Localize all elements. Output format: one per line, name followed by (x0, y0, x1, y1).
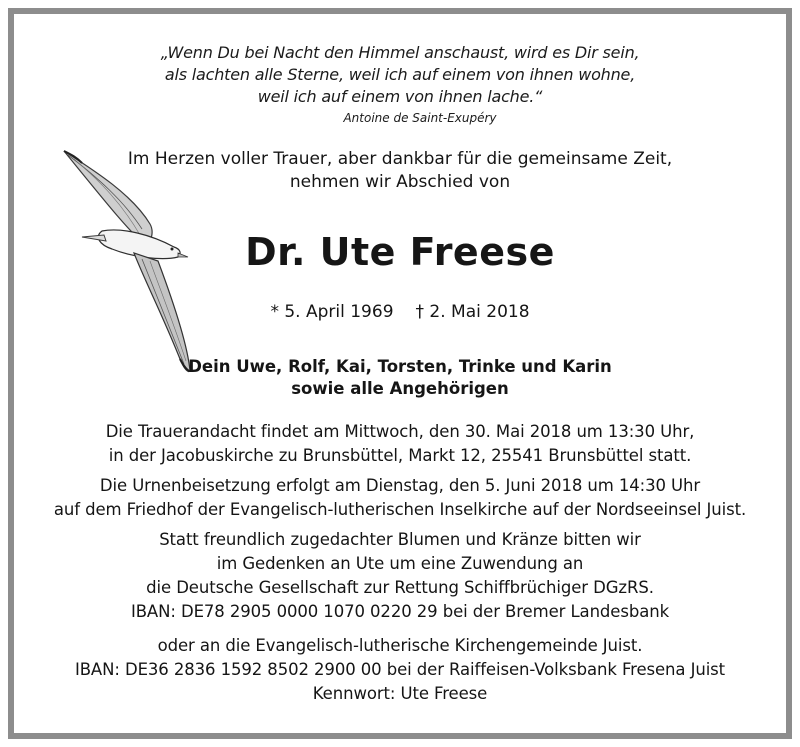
quote-line-2: als lachten alle Sterne, weil ich auf einem von ihnen wohne, (164, 65, 636, 84)
mourners-line-2: sowie alle Angehörigen (291, 379, 509, 398)
quote-line-1: „Wenn Du bei Nacht den Himmel anschaust, wird es Dir sein, (160, 43, 640, 62)
donation-line-1: Statt freundlich zugedachter Blumen und Kränze bitten wir (159, 530, 641, 549)
service-line-1: Die Trauerandacht findet am Mittwoch, den 30. Mai 2018 um 13:30 Uhr, (105, 422, 695, 441)
death-date: † 2. Mai 2018 (415, 302, 530, 322)
deceased-name: Dr. Ute Freese (245, 230, 555, 274)
intro-line-1: Im Herzen voller Trauer, aber dankbar für die gemeinsame Zeit, (127, 149, 673, 169)
obituary-frame (8, 8, 792, 739)
intro-line-2: nehmen wir Abschied von (289, 172, 511, 192)
donation-alt-line-1: oder an die Evangelisch-lutherische Kirchengemeinde Juist. (157, 636, 643, 655)
quote-author: Antoine de Saint-Exupéry (343, 111, 497, 125)
life-dates (14, 301, 786, 323)
quote-line-3: weil ich auf einem von ihnen lache.“ (257, 87, 543, 106)
donation-keyword: Kennwort: Ute Freese (312, 684, 488, 703)
service-line-2: in der Jacobuskirche zu Brunsbüttel, Markt 12, 25541 Brunsbüttel statt. (108, 446, 692, 465)
birth-date: * 5. April 1969 (270, 302, 394, 322)
donation-iban-2: IBAN: DE36 2836 1592 8502 2900 00 bei der Raiffeisen-Volksbank Fresena Juist (74, 660, 726, 679)
donation-iban-1: IBAN: DE78 2905 0000 1070 0220 29 bei der Bremer Landesbank (130, 602, 670, 621)
burial-line-1: Die Urnenbeisetzung erfolgt am Dienstag, den 5. Juni 2018 um 14:30 Uhr (99, 476, 701, 495)
donation-line-3: die Deutsche Gesellschaft zur Rettung Schiffbrüchiger DGzRS. (146, 578, 654, 597)
burial-line-2: auf dem Friedhof der Evangelisch-lutherischen Inselkirche auf der Nordseeinsel Juist. (53, 500, 747, 519)
donation-line-2: im Gedenken an Ute um eine Zuwendung an (216, 554, 584, 573)
mourners-line-1: Dein Uwe, Rolf, Kai, Torsten, Trinke und Karin (188, 357, 612, 376)
